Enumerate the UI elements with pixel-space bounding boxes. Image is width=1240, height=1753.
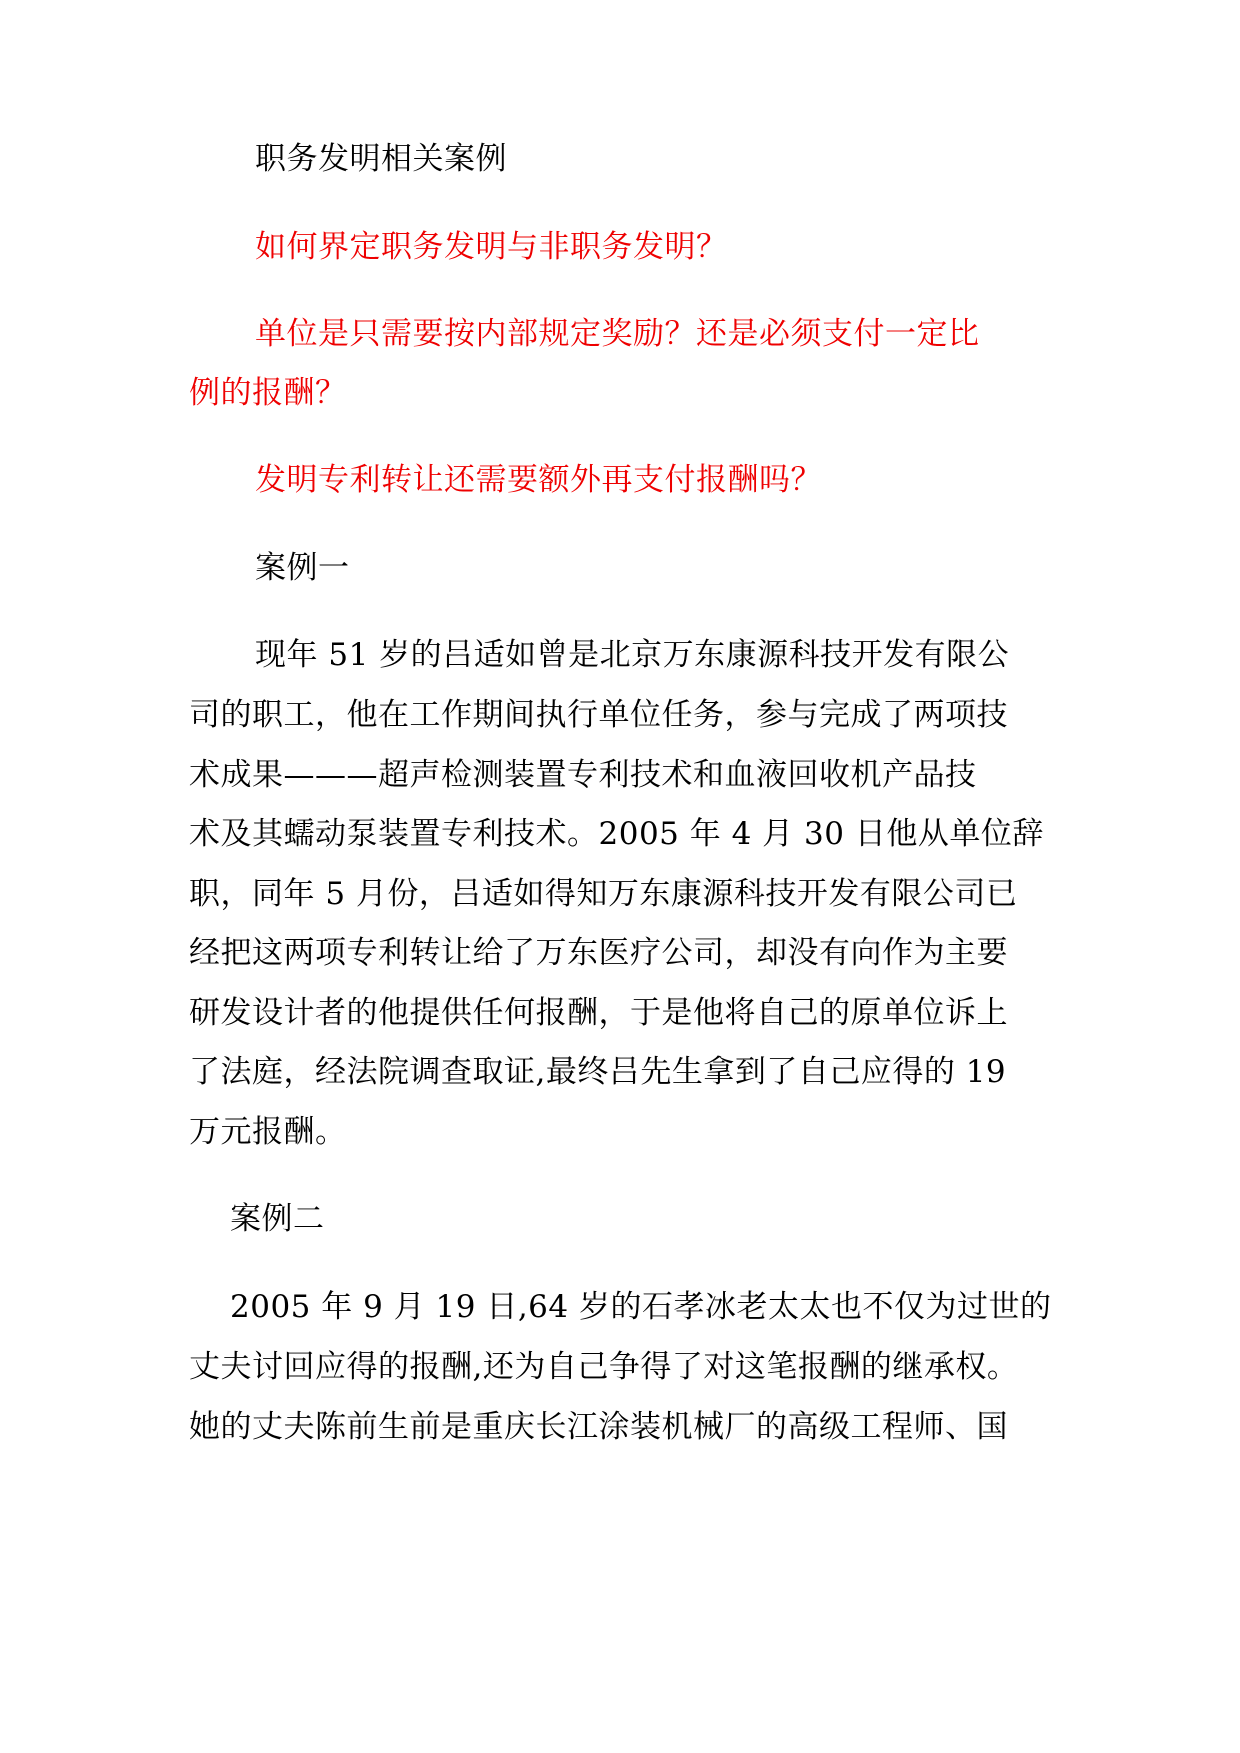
case1-line: 职，同年 5 月份，吕适如得知万东康源科技开发有限公司已 bbox=[189, 876, 1018, 912]
case2-heading: 案例二 bbox=[230, 1201, 325, 1237]
case1-heading: 案例一 bbox=[255, 550, 350, 586]
case2-line: 2005 年 9 月 19 日,64 岁的石孝冰老太太也不仅为过世的 bbox=[230, 1289, 1052, 1325]
question-2-continued: 例的报酬？ bbox=[189, 375, 347, 411]
document-title: 职务发明相关案例 bbox=[255, 141, 507, 177]
case1-line: 研发设计者的他提供任何报酬，于是他将自己的原单位诉上 bbox=[189, 995, 1008, 1031]
case1-line: 术成果———超声检测装置专利技术和血液回收机产品技 bbox=[189, 757, 977, 793]
question-3: 发明专利转让还需要额外再支付报酬吗？ bbox=[255, 462, 822, 498]
case1-line: 现年 51 岁的吕适如曾是北京万东康源科技开发有限公 bbox=[255, 637, 1010, 673]
case2-line: 她的丈夫陈前生前是重庆长江涂装机械厂的高级工程师、国 bbox=[189, 1409, 1008, 1445]
case1-line: 了法庭，经法院调查取证,最终吕先生拿到了自己应得的 19 bbox=[189, 1054, 1007, 1090]
case1-line: 术及其蠕动泵装置专利技术。2005 年 4 月 30 日他从单位辞 bbox=[189, 816, 1044, 852]
case1-line: 司的职工，他在工作期间执行单位任务，参与完成了两项技 bbox=[189, 697, 1008, 733]
question-2: 单位是只需要按内部规定奖励？还是必须支付一定比 bbox=[255, 316, 980, 352]
case2-line: 丈夫讨回应得的报酬,还为自己争得了对这笔报酬的继承权。 bbox=[189, 1349, 1019, 1385]
question-1: 如何界定职务发明与非职务发明？ bbox=[255, 229, 728, 265]
case1-line: 经把这两项专利转让给了万东医疗公司，却没有向作为主要 bbox=[189, 935, 1008, 971]
case1-line: 万元报酬。 bbox=[189, 1114, 347, 1150]
